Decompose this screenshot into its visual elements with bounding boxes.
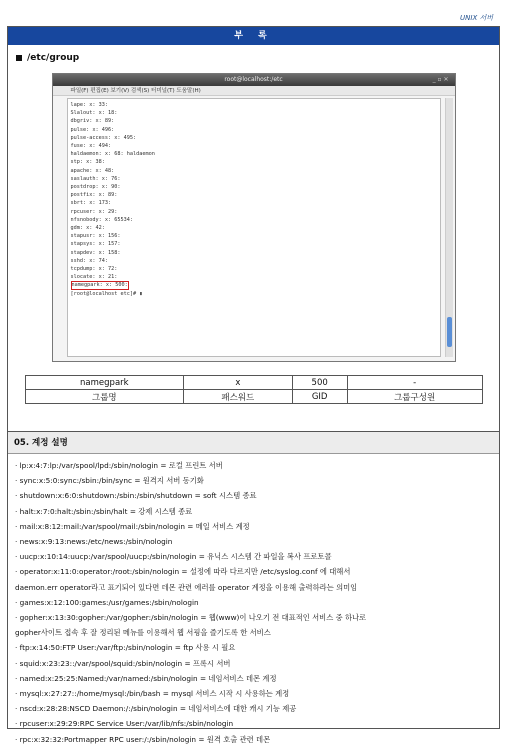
square-bullet-icon xyxy=(16,55,22,61)
terminal-line: rpcuser: x: 29: xyxy=(70,208,118,215)
list-item: · games:x:12:100:games:/usr/games:/sbin/nologin xyxy=(15,595,493,610)
terminal-titlebar xyxy=(53,74,455,86)
section-title-text: /etc/group xyxy=(27,53,80,63)
list-item: · nscd:x:28:28:NSCD Daemon:/:/sbin/nologin = 네임서비스에 대한 캐시 기능 제공 xyxy=(15,701,493,716)
list-item: · lp:x:4:7:lp:/var/spool/lpd:/sbin/nologin = 로컬 프린트 서버 xyxy=(15,458,493,473)
terminal-line: lape: x: 33: xyxy=(70,102,108,108)
list-item: · named:x:25:25:Named:/var/named:/sbin/nologin = 네임서비스 데몬 계정 xyxy=(15,671,493,686)
account-list xyxy=(8,454,499,747)
terminal-prompt: [root@localhost etc]# ▮ xyxy=(70,291,143,298)
terminal-line: postdrop: x: 90: xyxy=(70,184,121,191)
table-cell: 그룹구성원 xyxy=(347,390,482,404)
terminal-screenshot xyxy=(52,73,456,362)
terminal-title: root@localhost:/etc xyxy=(224,76,283,83)
group-section xyxy=(8,45,499,431)
header-corner-label: UNIX 서버 xyxy=(460,14,493,22)
list-item: · operator:x:11:0:operator:/root:/sbin/nologin = 설정에 따라 다르지만 /etc/syslog.conf 에 대해서 xyxy=(15,564,493,579)
terminal-line: sshd: x: 74: xyxy=(70,257,108,264)
account-section-title: 05. 계정 설명 xyxy=(8,432,499,454)
scrollbar-thumb xyxy=(447,317,452,347)
list-item: · ftp:x:14:50:FTP User:/var/ftp:/sbin/nologin = ftp 사용 시 필요 xyxy=(15,640,493,655)
list-item: · mail:x:8:12:mail:/var/spool/mail:/sbin/nologin = 메일 서비스 계정 xyxy=(15,519,493,534)
terminal-line: nfsnobody: x: 65534: xyxy=(70,216,133,223)
list-item: daemon.err operator라고 표기되어 있다면 데몬 관련 에러를 operator 계정을 이용해 출력하라는 의미임 xyxy=(15,582,358,592)
list-item: · sync:x:5:0:sync:/sbin:/bin/sync = 원격지 서버 동기화 xyxy=(15,473,493,488)
terminal-line: stapusr: x: 156: xyxy=(70,233,121,240)
terminal-line: postfix: x: 89: xyxy=(70,192,118,199)
terminal-line: sbrt: x: 173: xyxy=(70,200,112,207)
terminal-line: gdm: x: 42: xyxy=(70,225,105,232)
appendix-frame xyxy=(7,26,500,744)
window-controls-icon: _ ▫ ✕ xyxy=(432,76,449,83)
terminal-line: dbgriv: x: 89: xyxy=(70,118,115,125)
table-cell: 패스워드 xyxy=(184,390,292,404)
section-title xyxy=(16,53,491,63)
banner-title: 부 록 xyxy=(8,27,499,45)
table-row-labels xyxy=(25,390,482,404)
list-item: · mysql:x:27:27::/home/mysql:/bin/bash = mysql 서비스 시작 시 사용하는 계정 xyxy=(15,686,493,701)
terminal-line: stapsys: x: 157: xyxy=(70,241,121,248)
terminal-output xyxy=(67,98,441,357)
terminal-line: Slalout: x: 18: xyxy=(70,110,118,117)
terminal-line: slocate: x: 21: xyxy=(70,274,118,281)
terminal-line: stapdev: x: 158: xyxy=(70,249,121,256)
account-section xyxy=(8,431,499,747)
list-item: · rpc:x:32:32:Portmapper RPC user:/:/sbin/nologin = 원격 호출 관련 데몬 xyxy=(15,732,493,747)
highlight-box: namegpark: x: 500: xyxy=(71,282,128,289)
group-field-table xyxy=(25,375,483,404)
list-item: · uucp:x:10:14:uucp:/var/spool/uucp:/sbin/nologin = 유닉스 시스템 간 파일을 복사 프로토콜 xyxy=(15,549,493,564)
table-cell: namegpark xyxy=(25,376,184,390)
terminal-lines xyxy=(71,101,437,281)
list-item: · news:x:9:13:news:/etc/news:/sbin/nologin xyxy=(15,534,493,549)
table-cell: 500 xyxy=(292,376,347,390)
terminal-line: pulse: x: 496: xyxy=(70,126,115,133)
table-cell: GID xyxy=(292,390,347,404)
list-item: · squid:x:23:23::/var/spool/squid:/sbin/nologin = 프록시 서버 xyxy=(15,656,493,671)
terminal-line: saslauth: x: 76: xyxy=(70,175,121,182)
terminal-line: pulse-access: x: 495: xyxy=(70,134,137,141)
terminal-line: apache: x: 48: xyxy=(70,167,115,174)
terminal-line: stp: x: 38: xyxy=(70,159,105,166)
list-item: · rpcuser:x:29:29:RPC Service User:/var/lib/nfs:/sbin/nologin xyxy=(15,716,493,731)
terminal-scrollbar xyxy=(445,98,453,357)
terminal-menubar: 파일(F) 편집(E) 보기(V) 검색(S) 터미널(T) 도움말(H) xyxy=(53,86,455,96)
terminal-line-highlight xyxy=(71,281,437,290)
terminal-line: tcpdump: x: 72: xyxy=(70,266,118,273)
terminal-line: fuse: x: 494: xyxy=(70,143,112,150)
list-item: · halt:x:7:0:halt:/sbin:/sbin/halt = 강제 시스템 종료 xyxy=(15,504,493,519)
list-item: gopher사이트 접속 후 잘 정리된 메뉴를 이용해서 웹 서핑을 즐기도록 한 서비스 xyxy=(15,628,271,638)
table-cell: 그룹명 xyxy=(25,390,184,404)
table-cell: x xyxy=(184,376,292,390)
list-item: · shutdown:x:6:0:shutdown:/sbin:/sbin/shutdown = soft 시스템 종료 xyxy=(15,488,493,503)
table-row-values xyxy=(25,376,482,390)
terminal-line: haldaemon: x: 68: haldaemon xyxy=(70,151,155,158)
table-cell: - xyxy=(347,376,482,390)
list-item: · gopher:x:13:30:gopher:/var/gopher:/sbin/nologin = 웹(www)이 나오기 전 대표적인 서비스 중 하나로 xyxy=(15,610,493,625)
